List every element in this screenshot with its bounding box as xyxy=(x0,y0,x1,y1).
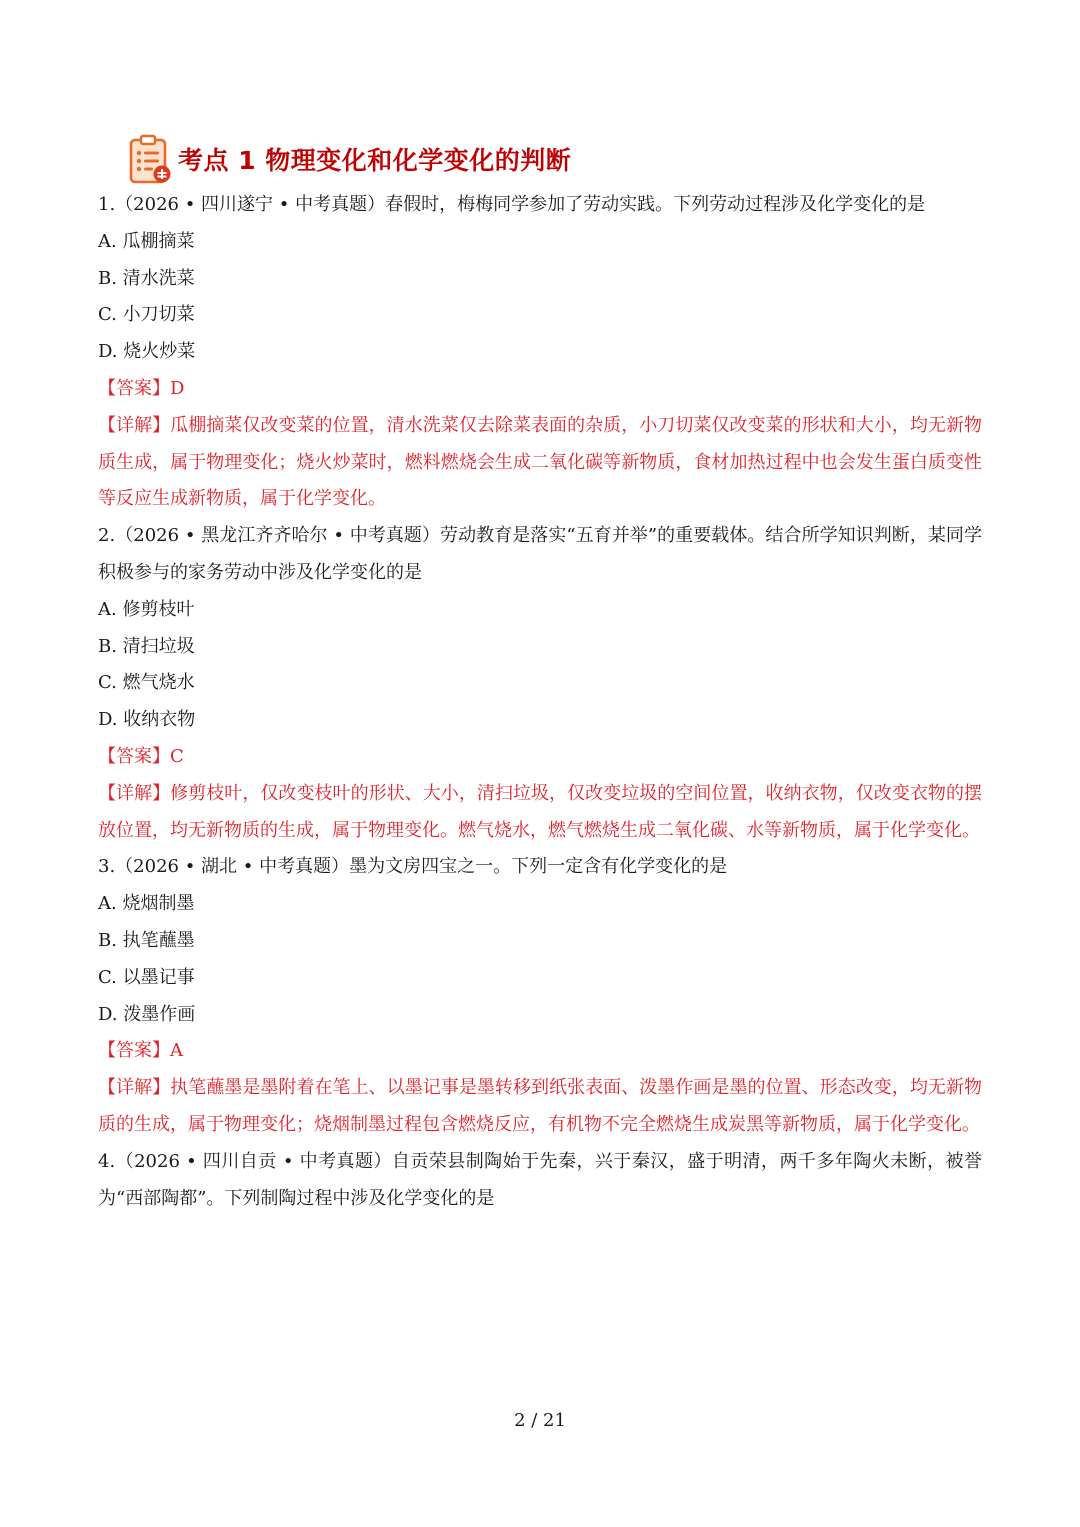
option-a: A. 修剪枝叶 xyxy=(98,598,195,620)
detail-text: 瓜棚摘菜仅改变菜的位置，清水洗菜仅去除菜表面的杂质，小刀切菜仅改变菜的形状和大小，均无新物质生成，属于物理变化；烧火炒菜时，燃料燃烧会生成二氧化碳等新物质，食材加热过程中也会发生蛋白质变性等反应生成新物质，属于化学变化。 xyxy=(98,414,983,510)
option-a: A. 烧烟制墨 xyxy=(98,893,195,915)
option-b: B. 清扫垃圾 xyxy=(98,635,195,657)
section-title: 考点 1 物理变化和化学变化的判断 xyxy=(178,146,572,175)
detail-paragraph xyxy=(98,776,982,850)
answer-line xyxy=(98,371,982,408)
option-b: B. 执笔蘸墨 xyxy=(98,929,195,951)
question-stem: 2.（2026 • 黑龙江齐齐哈尔 • 中考真题）劳动教育是落实“五育并举”的重要载体。结合所学知识判断，某同学积极参与的家务劳动中涉及化学变化的是 xyxy=(98,525,982,583)
answer-line xyxy=(98,1033,982,1070)
question-4 xyxy=(98,1144,982,1218)
answer-label: 【答案】 xyxy=(98,377,170,399)
detail-paragraph xyxy=(98,408,982,518)
answer-value: D xyxy=(170,377,185,399)
clipboard-checklist-icon xyxy=(128,133,172,185)
section-header xyxy=(128,132,571,186)
answer-value: C xyxy=(170,745,184,767)
detail-text: 执笔蘸墨是墨附着在笔上、以墨记事是墨转移到纸张表面、泼墨作画是墨的位置、形态改变，均无新物质的生成，属于物理变化；烧烟制墨过程包含燃烧反应，有机物不完全燃烧生成炭黑等新物质，属于化学变化。 xyxy=(98,1077,983,1135)
option-c: C. 小刀切菜 xyxy=(98,304,195,326)
detail-label: 【详解】 xyxy=(98,1077,171,1099)
option-c: C. 燃气烧水 xyxy=(98,672,195,694)
question-1 xyxy=(98,187,982,518)
answer-label: 【答案】 xyxy=(98,745,170,767)
answer-value: A xyxy=(170,1040,183,1062)
answer-line xyxy=(98,739,982,776)
option-d: D. 泼墨作画 xyxy=(98,1003,196,1025)
question-2 xyxy=(98,518,982,849)
option-c: C. 以墨记事 xyxy=(98,966,195,988)
question-stem: 1.（2026 • 四川遂宁 • 中考真题）春假时，梅梅同学参加了劳动实践。下列劳动过程涉及化学变化的是 xyxy=(98,194,926,215)
answer-label: 【答案】 xyxy=(98,1040,170,1062)
question-3 xyxy=(98,849,982,1143)
page-number: 2 / 21 xyxy=(514,1410,566,1431)
option-d: D. 收纳衣物 xyxy=(98,709,196,731)
question-stem: 4.（2026 • 四川自贡 • 中考真题）自贡荣县制陶始于先秦，兴于秦汉，盛于明清，两千多年陶火未断，被誉为“西部陶都”。下列制陶过程中涉及化学变化的是 xyxy=(98,1150,982,1209)
option-a: A. 瓜棚摘菜 xyxy=(98,230,195,252)
question-list xyxy=(98,187,982,1217)
question-stem: 3.（2026 • 湖北 • 中考真题）墨为文房四宝之一。下列一定含有化学变化的是 xyxy=(98,856,728,878)
detail-label: 【详解】 xyxy=(98,782,171,804)
option-b: B. 清水洗菜 xyxy=(98,267,195,289)
detail-label: 【详解】 xyxy=(98,414,171,436)
option-d: D. 烧火炒菜 xyxy=(98,341,196,363)
detail-paragraph xyxy=(98,1070,982,1144)
detail-text: 修剪枝叶，仅改变枝叶的形状、大小，清扫垃圾，仅改变垃圾的空间位置，收纳衣物，仅改变衣物的摆放位置，均无新物质的生成，属于物理变化。燃气烧水，燃气燃烧生成二氧化碳、水等新物质，属于化学变化。 xyxy=(98,782,983,841)
